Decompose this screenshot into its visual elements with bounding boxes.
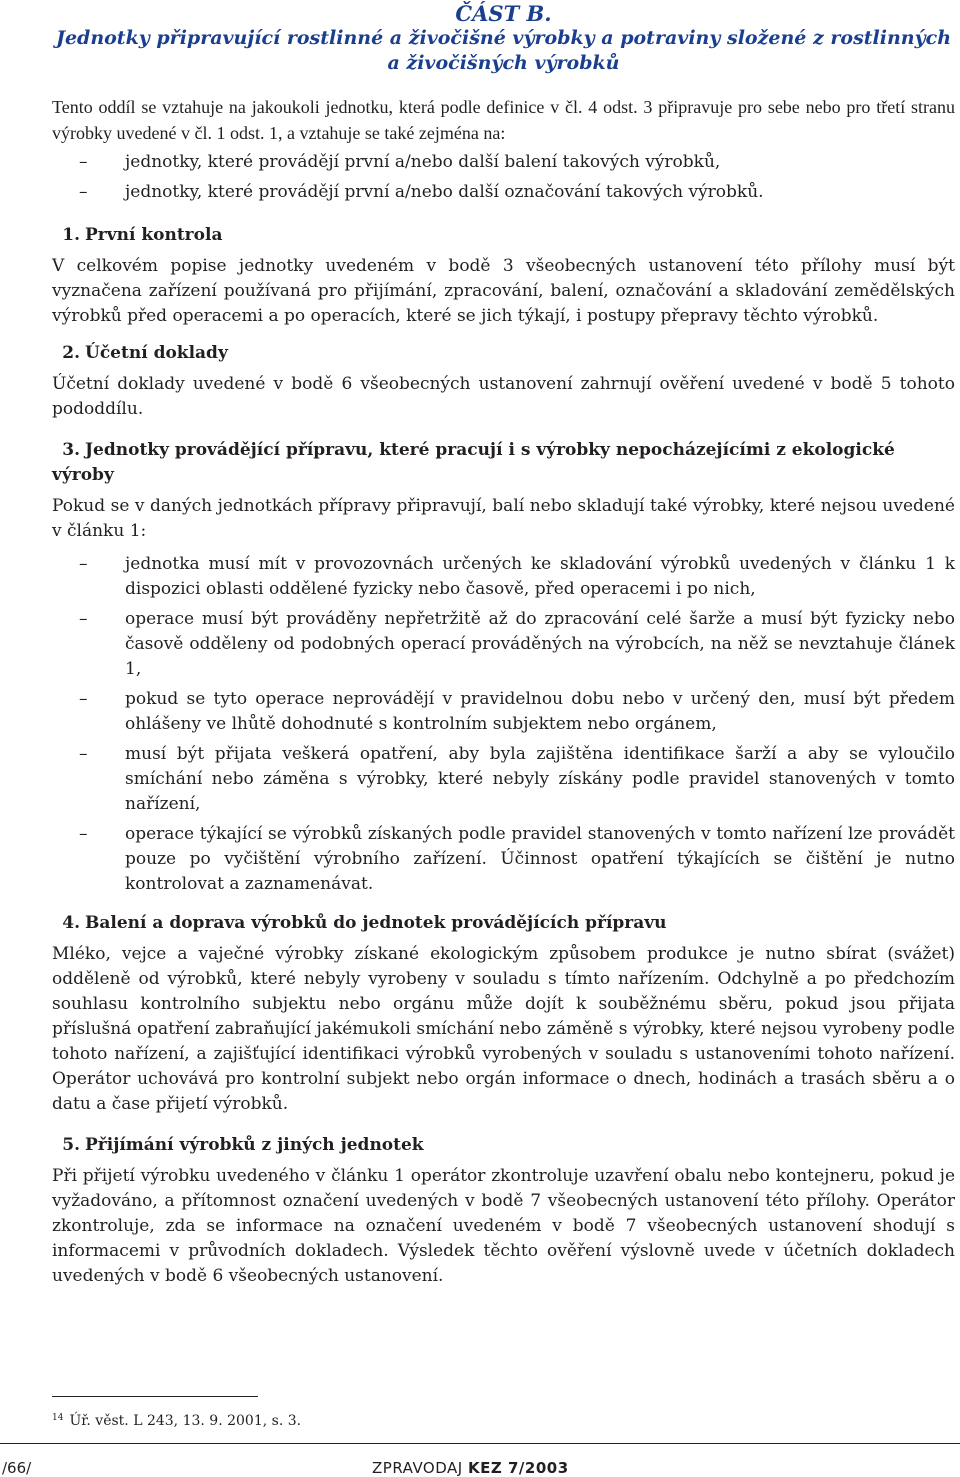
list-item-text: musí být přijata veškerá opatření, aby byla zajištěna identifikace šarží a aby se vyloučilo smíchání nebo záměna s výrobky, které nebyly získány podle pravidel stanovených v tomto nařízení, xyxy=(125,744,955,814)
journal-issue: KEZ 7/2003 xyxy=(468,1459,569,1477)
intro-list xyxy=(52,150,955,205)
footer-divider xyxy=(0,1443,960,1444)
list-item xyxy=(52,150,955,175)
title-block xyxy=(52,0,955,76)
dash-bullet: – xyxy=(79,609,88,629)
section-heading xyxy=(52,341,955,366)
section-paragraph: Pokud se v daných jednotkách přípravy připravují, balí nebo skladují také výrobky, které nejsou uvedené v článku 1: xyxy=(52,496,955,541)
section-number: 5. xyxy=(62,1135,80,1155)
list-item xyxy=(52,687,955,737)
journal-name: ZPRAVODAJ xyxy=(372,1459,463,1477)
section-list xyxy=(52,552,955,897)
section-paragraph: Účetní doklady uvedené v bodě 6 všeobecných ustanovení zahrnují ověření uvedené v bodě 5 tohoto pododdílu. xyxy=(52,374,955,419)
intro-paragraph: Tento oddíl se vztahuje na jakoukoli jednotku, která podle definice v čl. 4 odst. 3 připravuje pro sebe nebo pro třetí stranu výrobky uvedené v čl. 1 odst. 1, a vztahuje se také zejména na: xyxy=(52,97,955,143)
section-title: První kontrola xyxy=(85,225,223,245)
list-item xyxy=(52,742,955,817)
part-title: ČÁST B. xyxy=(455,1,552,26)
section-heading xyxy=(52,223,955,248)
list-item xyxy=(52,607,955,682)
part-subtitle-line2: a živočišných výrobků xyxy=(387,52,620,74)
page-number: /66/ xyxy=(2,1459,32,1477)
section-heading xyxy=(52,1133,955,1158)
section-number: 2. xyxy=(62,343,80,363)
document-page xyxy=(52,0,955,1429)
section-number: 1. xyxy=(62,225,80,245)
footnote-marker: 14 xyxy=(52,1413,64,1423)
list-item xyxy=(52,822,955,897)
dash-bullet: – xyxy=(79,824,88,844)
section-number: 4. xyxy=(62,913,80,933)
journal-footer xyxy=(372,1459,569,1477)
section-title: Jednotky provádějící přípravu, které pracují i s výrobky nepocházejícími z ekologické výroby xyxy=(52,440,895,485)
list-item-text: pokud se tyto operace neprovádějí v pravidelnou dobu nebo v určený den, musí být předem ohlášeny ve lhůtě dohodnuté s kontrolním subjektem nebo orgánem, xyxy=(125,689,955,734)
section-title: Balení a doprava výrobků do jednotek provádějících přípravu xyxy=(85,913,667,933)
section-title: Účetní doklady xyxy=(85,343,228,363)
section-heading xyxy=(52,438,955,488)
footnote xyxy=(52,1408,301,1431)
part-subtitle-line1: Jednotky připravující rostlinné a živočišné výrobky a potraviny složené z rostlinných xyxy=(55,27,952,49)
footnote-text: Úř. věst. L 243, 13. 9. 2001, s. 3. xyxy=(69,1413,302,1429)
dash-bullet: – xyxy=(79,182,88,202)
section-paragraph: V celkovém popise jednotky uvedeném v bodě 3 všeobecných ustanovení této přílohy musí být vyznačena zařízení používaná pro přijímání, zpracování, balení, označování a skladování zemědělských výrobků před operacemi a po operacích, které se jich týkají, i postupy přepravy těchto výrobků. xyxy=(52,256,955,326)
list-item xyxy=(52,180,955,205)
section-title: Přijímání výrobků z jiných jednotek xyxy=(85,1135,424,1155)
section-paragraph: Mléko, vejce a vaječné výrobky získané ekologickým způsobem produkce je nutno sbírat (svážet) odděleně od výrobků, které nebyly vyrobeny v souladu s tímto nařízením. Odchylně a po předchozím souhlasu kontrolního subjektu nebo orgánu může dojít k souběžnému sběru, pokud jsou přijata příslušná opatření zabraňující jakémukoli smíchání nebo záměně s výrobky, které nejsou vyrobeny podle tohoto nařízení, a zajišťující identifikaci výrobků vyrobených v souladu s ustanoveními tohoto nařízení. Operátor uchovává pro kontrolní subjekt nebo orgán informace o dnech, hodinách a trasách sběru a o datu a čase přijetí výrobků. xyxy=(52,944,955,1114)
section-number: 3. xyxy=(62,440,80,460)
dash-bullet: – xyxy=(79,689,88,709)
dash-bullet: – xyxy=(79,744,88,764)
footnote-divider xyxy=(52,1396,258,1397)
list-item-text: jednotky, které provádějí první a/nebo další balení takových výrobků, xyxy=(125,152,721,172)
list-item-text: operace týkající se výrobků získaných podle pravidel stanovených v tomto nařízení lze provádět pouze po vyčištění výrobního zařízení. Účinnost opatření týkajících se čištění je nutno kontrolovat a zaznamenávat. xyxy=(125,824,955,894)
dash-bullet: – xyxy=(79,152,88,172)
dash-bullet: – xyxy=(79,554,88,574)
list-item-text: jednotky, které provádějí první a/nebo další označování takových výrobků. xyxy=(125,182,764,202)
section-paragraph: Při přijetí výrobku uvedeného v článku 1 operátor zkontroluje uzavření obalu nebo kontejneru, pokud je vyžadováno, a přítomnost označení uvedených v bodě 7 všeobecných ustanovení této přílohy. Operátor zkontroluje, zda se informace na označení uvedeném v bodě 7 všeobecných ustanovení shodují s informacemi v průvodních dokladech. Výsledek těchto ověření výslovně uvede v účetních dokladech uvedených v bodě 6 všeobecných ustanovení. xyxy=(52,1166,955,1286)
list-item-text: jednotka musí mít v provozovnách určených ke skladování výrobků uvedených v článku 1 k dispozici oblasti oddělené fyzicky nebo časově, před operacemi i po nich, xyxy=(125,554,955,599)
list-item-text: operace musí být prováděny nepřetržitě až do zpracování celé šarže a musí být fyzicky nebo časově odděleny od podobných operací prováděných na výrobcích, na něž se nevztahuje článek 1, xyxy=(125,609,955,679)
list-item xyxy=(52,552,955,602)
section-heading xyxy=(52,911,955,936)
